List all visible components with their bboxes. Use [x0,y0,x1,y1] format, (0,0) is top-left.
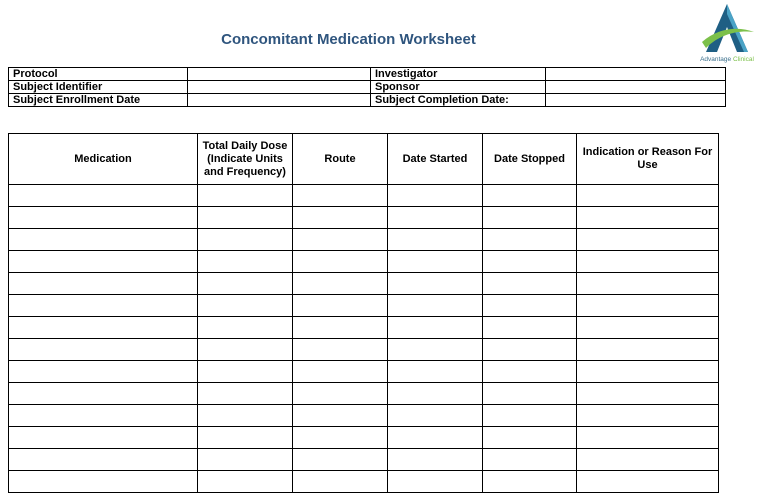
date-started-cell[interactable] [388,449,483,471]
sponsor-label: Sponsor [371,81,546,94]
medication-cell[interactable] [9,339,198,361]
study-info-table [8,67,726,107]
medication-cell[interactable] [9,207,198,229]
date-stopped-cell[interactable] [483,207,577,229]
indication-cell[interactable] [577,339,719,361]
indication-cell[interactable] [577,361,719,383]
date-started-cell[interactable] [388,317,483,339]
indication-cell[interactable] [577,449,719,471]
subject-completion-date-field[interactable] [546,94,726,107]
total-daily-dose-cell[interactable] [198,295,293,317]
date-started-cell[interactable] [388,185,483,207]
indication-cell[interactable] [577,229,719,251]
date-stopped-cell[interactable] [483,229,577,251]
header-medication: Medication [9,134,198,185]
indication-cell[interactable] [577,405,719,427]
date-started-cell[interactable] [388,229,483,251]
header-route: Route [293,134,388,185]
investigator-label: Investigator [371,68,546,81]
date-started-cell[interactable] [388,339,483,361]
medication-row [9,317,719,339]
total-daily-dose-cell[interactable] [198,229,293,251]
date-stopped-cell[interactable] [483,295,577,317]
total-daily-dose-cell[interactable] [198,317,293,339]
date-started-cell[interactable] [388,207,483,229]
indication-cell[interactable] [577,295,719,317]
date-started-cell[interactable] [388,361,483,383]
medication-cell[interactable] [9,229,198,251]
date-started-cell[interactable] [388,427,483,449]
date-started-cell[interactable] [388,471,483,493]
medication-row [9,229,719,251]
subject-identifier-label: Subject Identifier [9,81,188,94]
total-daily-dose-cell[interactable] [198,471,293,493]
total-daily-dose-cell[interactable] [198,405,293,427]
logo-brand-main: Advantage [700,56,732,63]
investigator-field[interactable] [546,68,726,81]
route-cell[interactable] [293,251,388,273]
medication-row [9,339,719,361]
route-cell[interactable] [293,185,388,207]
route-cell[interactable] [293,405,388,427]
indication-cell[interactable] [577,185,719,207]
date-started-cell[interactable] [388,383,483,405]
indication-cell[interactable] [577,251,719,273]
header-total-daily-dose: Total Daily Dose (Indicate Units and Frequency) [198,134,293,185]
date-stopped-cell[interactable] [483,427,577,449]
medication-row [9,295,719,317]
medication-row [9,251,719,273]
medication-row [9,273,719,295]
header-indication: Indication or Reason For Use [577,134,719,185]
date-stopped-cell[interactable] [483,383,577,405]
date-started-cell[interactable] [388,295,483,317]
route-cell[interactable] [293,317,388,339]
medication-cell[interactable] [9,317,198,339]
route-cell[interactable] [293,273,388,295]
medication-table [8,133,719,493]
total-daily-dose-cell[interactable] [198,449,293,471]
date-stopped-cell[interactable] [483,449,577,471]
route-cell[interactable] [293,229,388,251]
medication-cell[interactable] [9,273,198,295]
indication-cell[interactable] [577,273,719,295]
medication-cell[interactable] [9,185,198,207]
total-daily-dose-cell[interactable] [198,383,293,405]
medication-row [9,207,719,229]
total-daily-dose-cell[interactable] [198,185,293,207]
medication-row [9,361,719,383]
logo-brand-accent: Clinical [732,56,754,63]
medication-cell[interactable] [9,427,198,449]
medication-table-header [9,134,719,185]
total-daily-dose-cell[interactable] [198,273,293,295]
route-cell[interactable] [293,427,388,449]
company-logo [694,2,760,66]
medication-row [9,427,719,449]
route-cell[interactable] [293,295,388,317]
medication-row [9,383,719,405]
date-stopped-cell[interactable] [483,273,577,295]
total-daily-dose-cell[interactable] [198,339,293,361]
date-started-cell[interactable] [388,251,483,273]
subject-enrollment-date-field[interactable] [188,94,371,107]
medication-table-body [9,185,719,493]
subject-enrollment-date-label: Subject Enrollment Date [9,94,188,107]
date-stopped-cell[interactable] [483,339,577,361]
route-cell[interactable] [293,339,388,361]
route-cell[interactable] [293,449,388,471]
indication-cell[interactable] [577,317,719,339]
medication-row [9,449,719,471]
medication-row [9,471,719,493]
header-date-started: Date Started [388,134,483,185]
protocol-label: Protocol [9,68,188,81]
medication-row [9,185,719,207]
total-daily-dose-cell[interactable] [198,207,293,229]
date-started-cell[interactable] [388,273,483,295]
total-daily-dose-cell[interactable] [198,361,293,383]
sponsor-field[interactable] [546,81,726,94]
medication-row [9,405,719,427]
medication-cell[interactable] [9,295,198,317]
route-cell[interactable] [293,383,388,405]
subject-identifier-field[interactable] [188,81,371,94]
medication-cell[interactable] [9,471,198,493]
indication-cell[interactable] [577,427,719,449]
indication-cell[interactable] [577,471,719,493]
medication-cell[interactable] [9,383,198,405]
medication-cell[interactable] [9,361,198,383]
subject-completion-date-label: Subject Completion Date: [371,94,546,107]
medication-cell[interactable] [9,251,198,273]
date-started-cell[interactable] [388,405,483,427]
total-daily-dose-cell[interactable] [198,251,293,273]
route-cell[interactable] [293,207,388,229]
date-stopped-cell[interactable] [483,471,577,493]
info-row-dates [9,94,726,107]
date-stopped-cell[interactable] [483,185,577,207]
protocol-field[interactable] [188,68,371,81]
date-stopped-cell[interactable] [483,251,577,273]
page-title: Concomitant Medication Worksheet [221,31,476,48]
info-row-protocol [9,68,726,81]
date-stopped-cell[interactable] [483,317,577,339]
indication-cell[interactable] [577,383,719,405]
date-stopped-cell[interactable] [483,361,577,383]
medication-cell[interactable] [9,449,198,471]
date-stopped-cell[interactable] [483,405,577,427]
total-daily-dose-cell[interactable] [198,427,293,449]
medication-cell[interactable] [9,405,198,427]
indication-cell[interactable] [577,207,719,229]
info-row-subject-id [9,81,726,94]
header-date-stopped: Date Stopped [483,134,577,185]
logo-wordmark [694,56,760,63]
logo-peak-icon [700,2,754,56]
route-cell[interactable] [293,361,388,383]
route-cell[interactable] [293,471,388,493]
